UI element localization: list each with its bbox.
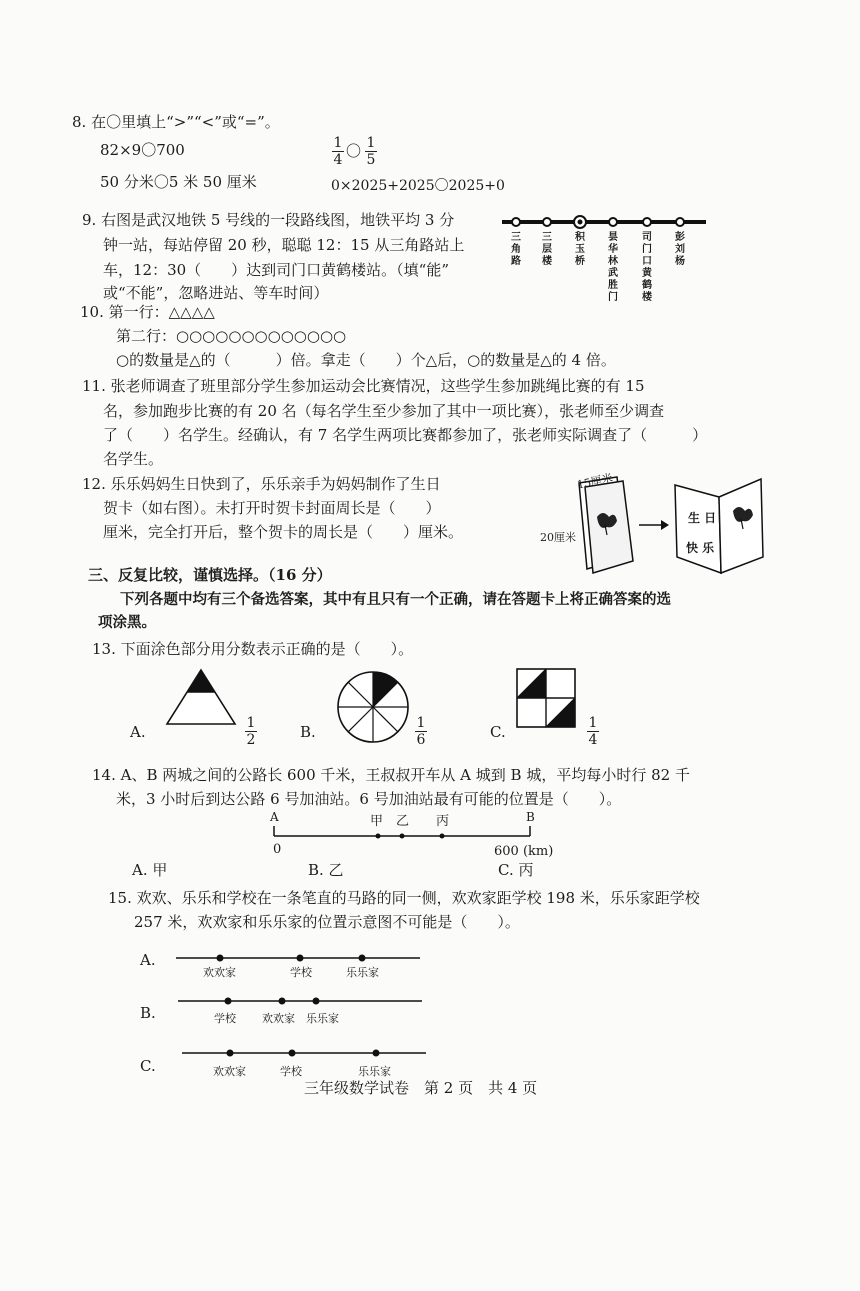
station-label-6: 彭刘杨	[675, 232, 685, 267]
card-dimension-20: 20厘米	[540, 531, 576, 544]
q14-line1: 14. A、B 两城之间的公路长 600 千米，王叔叔开车从 A 城到 B 城，平均每小时行 82 千	[92, 766, 690, 784]
q9-line4: 或“不能”，忽略进站、等车时间）	[103, 284, 329, 302]
q10-line3: ○的数量是△的（ ）倍。拿走（ ）个△后，○的数量是△的 4 倍。	[116, 351, 616, 369]
q11-line4: 名学生。	[103, 450, 164, 468]
page-footer: 三年级数学试卷 第 2 页 共 4 页	[304, 1079, 538, 1097]
q14-label-yi: 乙	[396, 814, 410, 829]
q15-c-huanhuan: 欢欢家	[213, 1065, 246, 1078]
section-3-instructions-2: 项涂黑。	[98, 614, 156, 631]
q15-line1: 15. 欢欢、乐乐和学校在一条笔直的马路的同一侧，欢欢家距学校 198 米，乐乐家距学校	[108, 889, 700, 907]
q15-b-school: 学校	[214, 1012, 236, 1025]
q8-stem: 8. 在〇里填上“>”“<”或“=”。	[72, 113, 280, 131]
q15-b-lele: 乐乐家	[306, 1012, 339, 1025]
metro-line-diagram	[500, 213, 710, 233]
q13-stem: 13. 下面涂色部分用分数表示正确的是（ ）。	[92, 640, 414, 658]
q13-circle-figure	[336, 670, 410, 744]
q14-zero-label: 0	[273, 842, 282, 857]
q9-line2: 钟一站，每站停留 20 秒，聪聪 12：15 从三角路站上	[103, 236, 465, 254]
q13-triangle-figure	[165, 668, 237, 726]
q15-option-b-label: B.	[140, 1004, 156, 1022]
q15-b-huanhuan: 欢欢家	[262, 1012, 295, 1025]
q15-a-lele: 乐乐家	[346, 966, 379, 979]
card-dimension-15: 15厘米	[575, 471, 614, 492]
q8-item-c: 50 分米〇5 米 50 厘米	[100, 173, 257, 191]
q8-item-a: 82×9〇700	[100, 141, 185, 159]
q8-compare-circle: 〇	[346, 142, 362, 160]
q9-line3: 车，12：30（ ）达到司门口黄鹤楼站。（填“能”	[103, 261, 450, 279]
q8-item-d: 0×2025+2025〇2025+0	[331, 178, 505, 194]
q12-line2: 贺卡（如右图）。未打开时贺卡封面周长是（ ）	[103, 499, 441, 517]
q14-point-b: B	[526, 810, 535, 824]
card-text-birthday: 生 日	[688, 511, 717, 525]
q8-fraction-1: 1 4	[333, 135, 343, 168]
q12-line1: 12. 乐乐妈妈生日快到了，乐乐亲手为妈妈制作了生日	[82, 475, 441, 493]
q13-option-c-fraction: 1 4	[588, 715, 598, 748]
q15-a-huanhuan: 欢欢家	[203, 966, 236, 979]
station-label-4: 昙华林武胜门	[608, 232, 618, 303]
q9-line1: 9. 右图是武汉地铁 5 号线的一段路线图，地铁平均 3 分	[82, 211, 455, 229]
q15-option-a-label: A.	[140, 951, 156, 969]
q15-c-school: 学校	[280, 1065, 302, 1078]
station-label-2: 三层楼	[542, 232, 552, 267]
q14-end-label: 600 (km)	[494, 844, 554, 859]
q13-option-b-fraction: 1 6	[416, 715, 426, 748]
q10-line2: 第二行：○○○○○○○○○○○○○	[116, 327, 347, 345]
q15-c-lele: 乐乐家	[358, 1065, 391, 1078]
q12-line3: 厘米，完全打开后，整个贺卡的周长是（ ）厘米。	[103, 523, 464, 541]
q11-line3: 了（ ）名学生。经确认，有 7 名学生两项比赛都参加了，张老师实际调查了（ ）	[103, 426, 708, 444]
station-label-3: 积玉桥	[575, 232, 585, 267]
q14-option-b: B. 乙	[308, 861, 344, 879]
section-3-instructions-1: 下列各题中均有三个备选答案，其中有且只有一个正确，请在答题卡上将正确答案的选	[120, 591, 671, 608]
q14-label-bing: 丙	[436, 814, 450, 829]
q13-square-figure	[516, 668, 578, 730]
card-text-happy: 快 乐	[686, 541, 715, 555]
section-3-title: 三、反复比较，谨慎选择。（16 分）	[88, 566, 332, 584]
q13-option-a-label: A.	[130, 723, 146, 741]
q11-line1: 11. 张老师调查了班里部分学生参加运动会比赛情况，这些学生参加跳绳比赛的有 15	[82, 377, 645, 395]
q14-label-jia: 甲	[370, 814, 384, 829]
q13-option-c-label: C.	[490, 723, 506, 741]
q14-option-c: C. 丙	[498, 861, 534, 879]
q13-option-b-label: B.	[300, 723, 316, 741]
q10-line1: 10. 第一行：△△△△	[80, 303, 215, 321]
q15-line2: 257 米，欢欢家和乐乐家的位置示意图不可能是（ ）。	[134, 913, 520, 931]
q15-option-c-line	[180, 1048, 430, 1058]
q14-point-a: A	[270, 810, 279, 824]
q11-line2: 名，参加跑步比赛的有 20 名（每名学生至少参加了其中一项比赛），张老师至少调查	[103, 402, 665, 420]
q13-option-a-fraction: 1 2	[246, 715, 256, 748]
q15-option-c-label: C.	[140, 1057, 156, 1075]
q15-a-school: 学校	[290, 966, 312, 979]
q14-option-a: A. 甲	[132, 861, 168, 879]
q14-line2: 米，3 小时后到达公路 6 号加油站。6 号加油站最有可能的位置是（ ）。	[116, 790, 622, 808]
q15-option-b-line	[176, 996, 426, 1006]
greeting-card-figure	[535, 465, 775, 575]
q15-option-a-line	[174, 953, 424, 963]
station-label-1: 三角路	[511, 232, 521, 267]
q8-fraction-2: 1 5	[366, 135, 376, 168]
station-label-5: 司门口黄鹤楼	[642, 232, 652, 303]
